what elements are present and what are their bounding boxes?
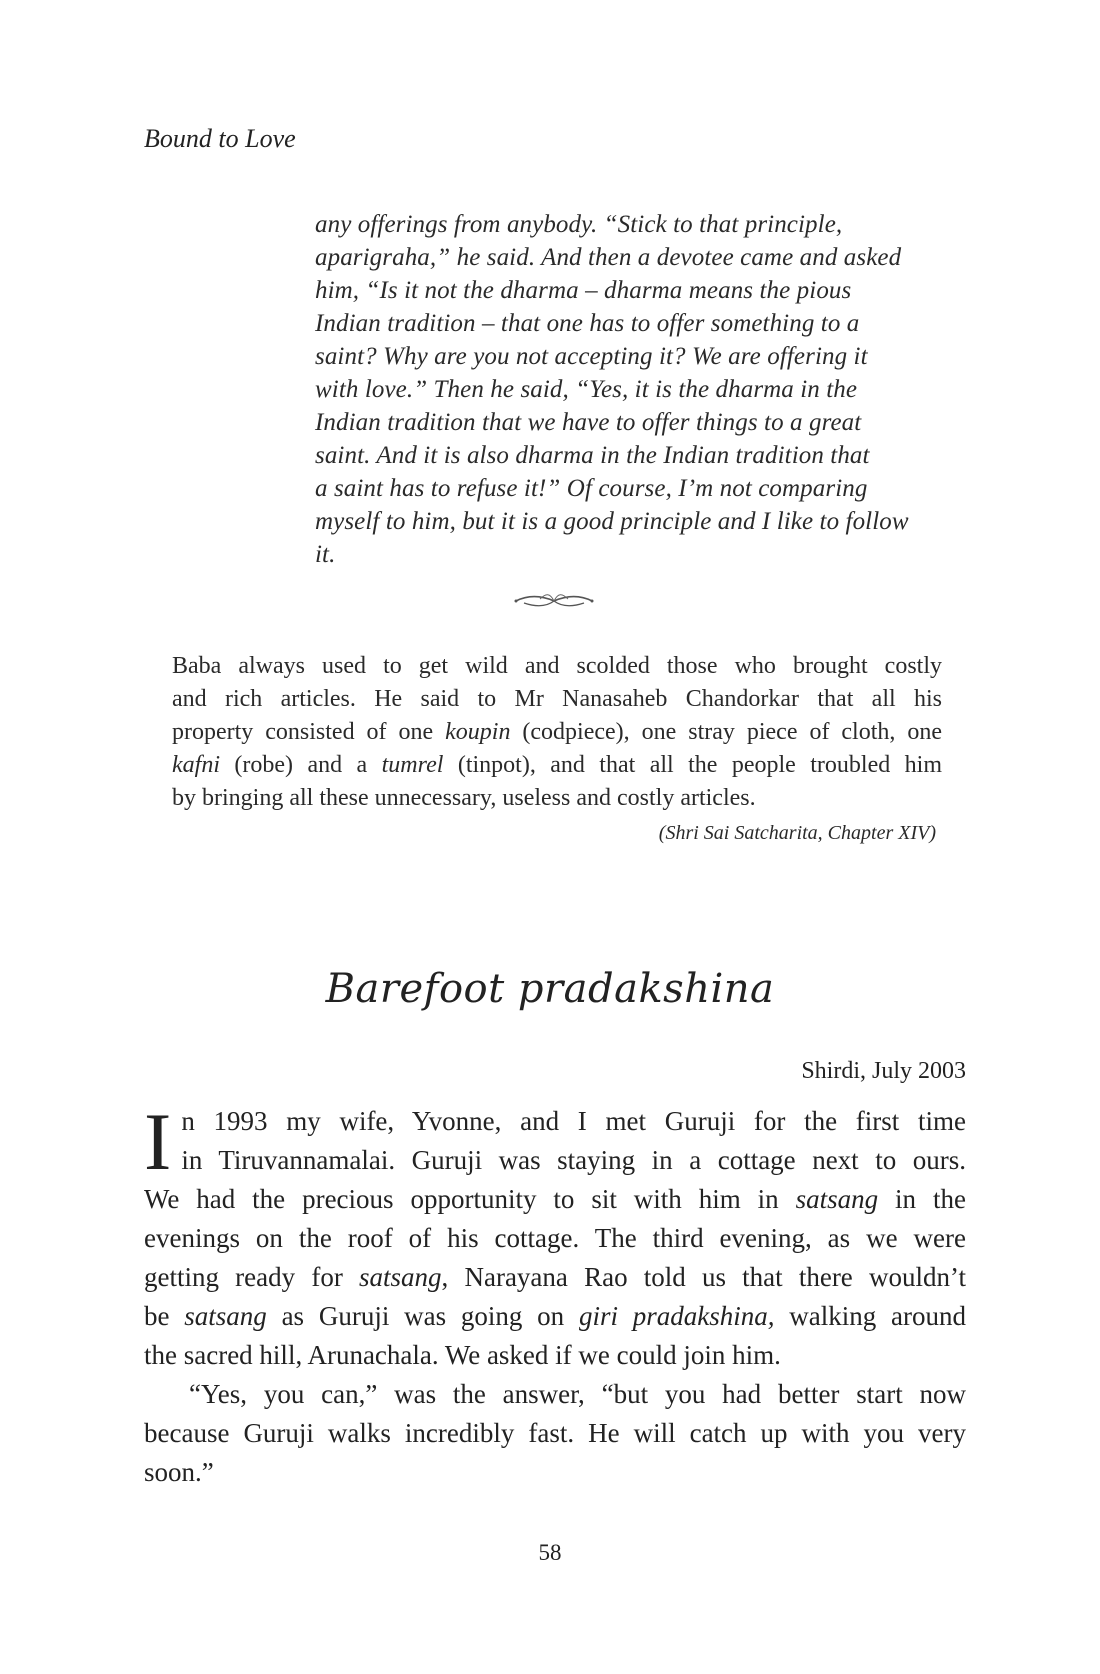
- quote-line: it.: [315, 541, 336, 568]
- page-number: 58: [538, 1540, 562, 1565]
- body-line: [144, 1453, 966, 1492]
- chapter-title: Barefoot pradakshina: [325, 966, 775, 1012]
- quote-line: Indian tradition – that one has to offer something to a: [315, 310, 860, 337]
- dateline: Shirdi, July 2003: [801, 1058, 966, 1084]
- satcharita-excerpt: [172, 650, 942, 815]
- quote-line: with love.” Then he said, “Yes, it is the dharma in the: [315, 376, 858, 403]
- body-text-run: in Tiruvannamalai. Guruji was staying in a cottage next to ours.: [181, 1145, 966, 1175]
- excerpt-line: [172, 683, 942, 716]
- indented-quote: [315, 208, 935, 571]
- scroll-flourish-icon: [514, 589, 594, 613]
- quote-line: myself to him, but it is a good principle and I like to follow: [315, 508, 909, 535]
- body-text-run: the sacred hill, Arunachala. We asked if we could join him.: [144, 1340, 781, 1370]
- quote-line: him, “Is it not the dharma – dharma means the pious: [315, 277, 852, 304]
- excerpt-text: (codpiece), one stray piece of cloth, one: [510, 719, 942, 745]
- body-line: [144, 1219, 966, 1258]
- excerpt-term: koupin: [445, 719, 511, 745]
- excerpt-term: kafni: [172, 752, 220, 778]
- body-line: [144, 1180, 966, 1219]
- running-head: Bound to Love: [144, 124, 296, 153]
- body-line: [144, 1297, 966, 1336]
- excerpt-citation: (Shri Sai Satcharita, Chapter XIV): [658, 822, 936, 844]
- quote-line: saint. And it is also dharma in the Indian tradition that: [315, 442, 870, 469]
- excerpt-text: (robe) and a: [220, 752, 382, 778]
- body-line: [144, 1102, 966, 1141]
- quote-line: any offerings from anybody. “Stick to that principle,: [315, 211, 843, 238]
- body-text-run: in the: [878, 1184, 966, 1214]
- body-line: [144, 1336, 966, 1375]
- body-term: satsang: [184, 1301, 267, 1331]
- excerpt-text: and rich articles. He said to Mr Nanasaheb Chandorkar that all his: [172, 686, 942, 712]
- body-text-run: walking around: [774, 1301, 966, 1331]
- body-text-run: We had the precious opportunity to sit with him in: [144, 1184, 796, 1214]
- body-line: [144, 1375, 966, 1414]
- body-text-run: evenings on the roof of his cottage. The third evening, as we were: [144, 1223, 966, 1253]
- excerpt-text: Baba always used to get wild and scolded those who brought costly: [172, 653, 942, 679]
- quote-line: saint? Why are you not accepting it? We are offering it: [315, 343, 868, 370]
- body-line: [144, 1258, 966, 1297]
- excerpt-line: [172, 650, 942, 683]
- excerpt-line: [172, 749, 942, 782]
- quote-line: a saint has to refuse it!” Of course, I’m not comparing: [315, 475, 868, 502]
- excerpt-line: [172, 782, 942, 815]
- body-text: [144, 1096, 966, 1492]
- body-text-run: “Yes, you can,” was the answer, “but you had better start now: [189, 1379, 966, 1409]
- body-term: satsang: [359, 1262, 442, 1292]
- body-text-run: getting ready for: [144, 1262, 359, 1292]
- paragraph-1: [144, 1096, 966, 1375]
- quote-line: Indian tradition that we have to offer things to a great: [315, 409, 862, 436]
- paragraph-2: [144, 1375, 966, 1492]
- body-line: [144, 1414, 966, 1453]
- body-text-run: as Guruji was going on: [266, 1301, 579, 1331]
- body-text-run: be: [144, 1301, 185, 1331]
- body-text-run: n 1993 my wife, Yvonne, and I met Guruji for the first time: [181, 1106, 966, 1136]
- body-text-run: , Narayana Rao told us that there wouldn’t: [441, 1262, 966, 1292]
- drop-cap: I: [144, 1096, 172, 1187]
- quote-line: aparigraha,” he said. And then a devotee came and asked: [315, 244, 902, 271]
- excerpt-text: property consisted of one: [172, 719, 446, 745]
- body-text-run: soon.”: [144, 1457, 214, 1487]
- body-term: giri pradakshina,: [578, 1301, 775, 1331]
- excerpt-line: [172, 716, 942, 749]
- body-text-run: because Guruji walks incredibly fast. He will catch up with you very: [144, 1418, 966, 1448]
- body-line: [144, 1141, 966, 1180]
- excerpt-term: tumrel: [381, 752, 444, 778]
- excerpt-text: (tinpot), and that all the people troubled him: [443, 752, 942, 778]
- body-term: satsang: [795, 1184, 879, 1214]
- excerpt-text: by bringing all these unnecessary, useless and costly articles.: [172, 785, 756, 811]
